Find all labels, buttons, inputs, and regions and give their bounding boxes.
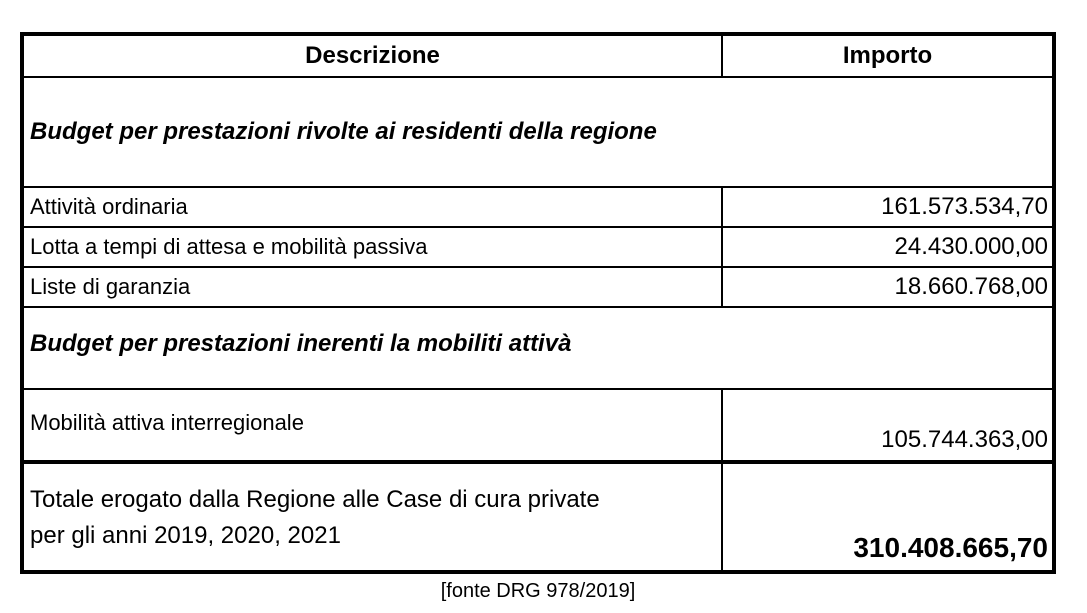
table-row — [24, 390, 1052, 464]
section-title-residents: Budget per prestazioni rivolte ai residenti della regione — [30, 118, 657, 145]
section-title-row — [24, 78, 1052, 188]
table-row — [24, 228, 1052, 268]
table-header-row — [24, 36, 1052, 78]
row-description: Attività ordinaria — [30, 194, 188, 219]
source-note: [fonte DRG 978/2019] — [440, 580, 636, 602]
header-description: Descrizione — [305, 42, 440, 69]
total-description-line1: Totale erogato dalla Regione alle Case di cura private — [30, 486, 600, 513]
row-description: Lotta a tempi di attesa e mobilità passiva — [30, 234, 428, 259]
row-description: Liste di garanzia — [30, 274, 191, 299]
budget-table — [20, 32, 1056, 574]
table-row — [24, 268, 1052, 308]
row-amount: 105.744.363,00 — [721, 390, 1052, 460]
total-amount: 310.408.665,70 — [721, 464, 1052, 570]
section-title-active-mobility: Budget per prestazioni inerenti la mobiliti attivà — [30, 330, 572, 357]
row-amount: 24.430.000,00 — [721, 228, 1052, 266]
table-row — [24, 188, 1052, 228]
header-amount: Importo — [721, 36, 1052, 76]
section-title-row — [24, 308, 1052, 390]
row-amount: 18.660.768,00 — [721, 268, 1052, 306]
row-description: Mobilità attiva interregionale — [30, 410, 304, 435]
row-amount: 161.573.534,70 — [721, 188, 1052, 226]
total-row — [24, 464, 1052, 570]
total-description-line2: per gli anni 2019, 2020, 2021 — [30, 522, 341, 549]
total-description — [24, 464, 721, 570]
